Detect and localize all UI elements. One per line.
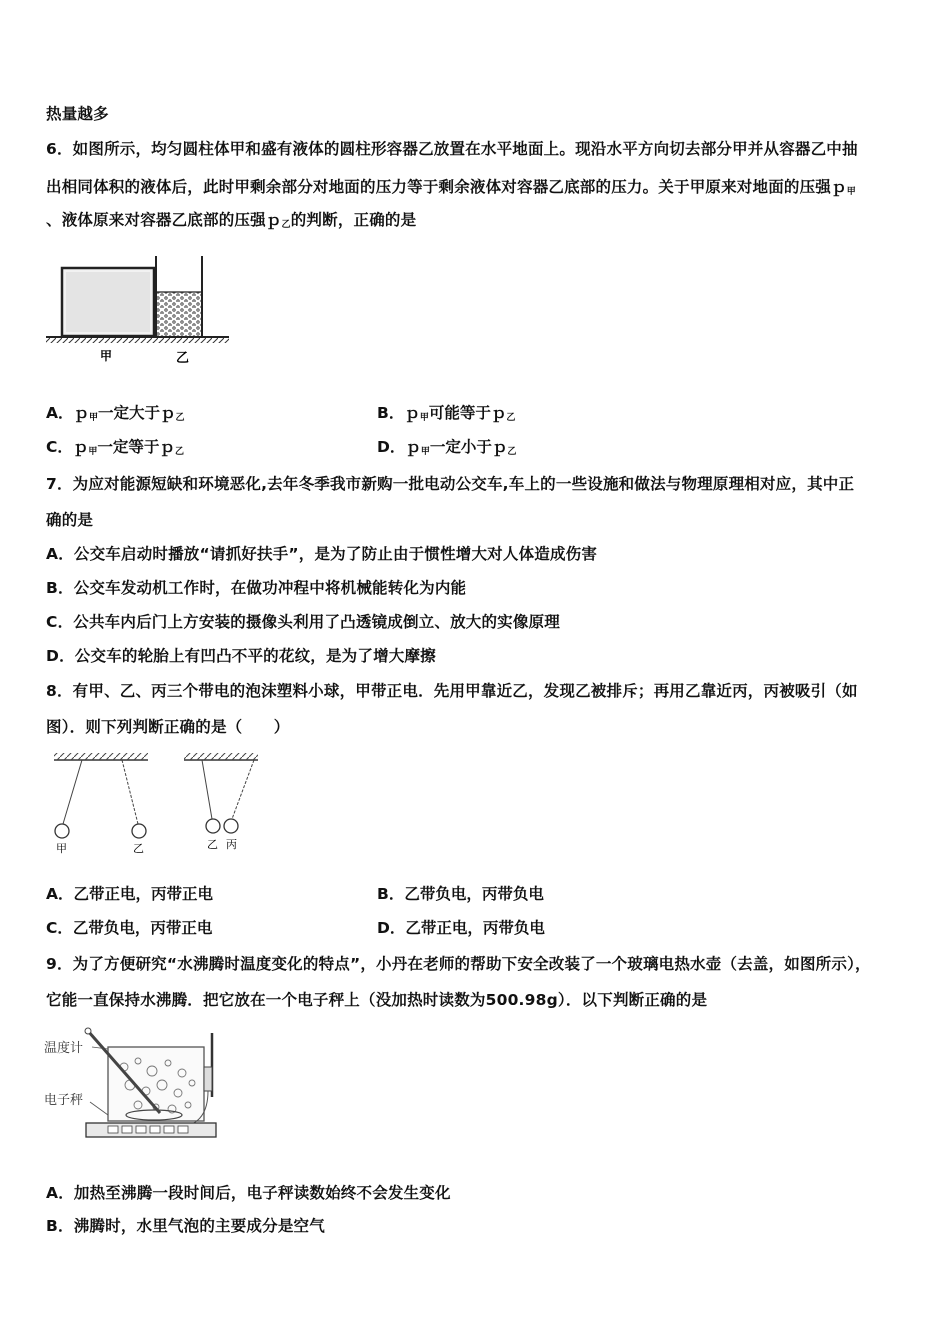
previous-question-tail: 热量越多 — [46, 105, 109, 123]
label-bing: 丙 — [226, 838, 237, 851]
q8-option-c[interactable]: C．乙带负电，丙带正电 — [46, 919, 213, 937]
q8-option-a[interactable]: A．乙带正电，丙带正电 — [46, 885, 213, 903]
q6-figure-cylinders — [44, 254, 234, 369]
q6-option-b[interactable]: B．ｐ$_甲$可能等于ｐ$_乙$ — [377, 404, 516, 423]
ball-jia — [55, 824, 69, 838]
q6-line-2: 出相同体积的液体后，此时甲剩余部分对地面的压力等于剩余液体对容器乙底部的压力。关于甲原来对地面的压强ｐ$_甲$ — [46, 178, 856, 197]
label-thermometer: 温度计 — [44, 1041, 84, 1056]
label-scale: 电子秤 — [44, 1093, 84, 1108]
q8-line-1: 8．有甲、乙、丙三个带电的泡沫塑料小球，甲带正电．先用甲靠近乙，发现乙被排斥；再用乙靠近丙，丙被吸引（如 — [46, 682, 858, 700]
q8-option-d[interactable]: D．乙带正电，丙带负电 — [377, 919, 545, 937]
container-yi-liquid — [157, 292, 201, 336]
q6-option-d[interactable]: D．ｐ$_甲$一定小于ｐ$_乙$ — [377, 438, 517, 457]
q7-line-1: 7．为应对能源短缺和环境恶化,去年冬季我市新购一批电动公交车,车上的一些设施和做法与物理原理相对应，其中正 — [46, 475, 855, 493]
ball-bing — [224, 819, 238, 833]
q8-figure-pendulums — [46, 750, 261, 860]
q8-option-b[interactable]: B．乙带负电，丙带负电 — [377, 885, 544, 903]
q9-line-2: 它能一直保持水沸腾．把它放在一个电子秤上（没加热时读数为500.98g）．以下判断正确的是 — [46, 991, 708, 1009]
q9-option-a[interactable]: A．加热至沸腾一段时间后，电子秤读数始终不会发生变化 — [46, 1184, 451, 1202]
q7-option-a[interactable]: A．公交车启动时播放“请抓好扶手”，是为了防止由于惯性增大对人体造成伤害 — [46, 545, 598, 563]
q9-figure-kettle — [42, 1027, 222, 1152]
q6-line-3: 、液体原来对容器乙底部的压强ｐ$_乙$的判断，正确的是 — [46, 211, 417, 230]
q6-option-a[interactable]: A．ｐ$_甲$一定大于ｐ$_乙$ — [46, 404, 185, 423]
q7-line-2: 确的是 — [46, 511, 94, 529]
q9-option-b[interactable]: B．沸腾时，水里气泡的主要成分是空气 — [46, 1217, 325, 1235]
label-yi: 乙 — [176, 351, 190, 366]
label-yi: 乙 — [133, 842, 144, 855]
label-jia: 甲 — [56, 842, 67, 855]
ball-yi — [132, 824, 146, 838]
label-yi-2: 乙 — [207, 838, 218, 851]
ball-yi-2 — [206, 819, 220, 833]
q8-line-2: 图）．则下列判断正确的是（ ） — [46, 718, 290, 736]
q6-option-c[interactable]: C．ｐ$_甲$一定等于ｐ$_乙$ — [46, 438, 184, 457]
q7-option-d[interactable]: D．公交车的轮胎上有凹凸不平的花纹，是为了增大摩擦 — [46, 647, 436, 665]
q6-line-1: 6．如图所示，均匀圆柱体甲和盛有液体的圆柱形容器乙放置在水平地面上。现沿水平方向切去部分甲并从容器乙中抽 — [46, 140, 858, 158]
label-jia: 甲 — [100, 349, 113, 363]
q7-option-c[interactable]: C．公共车内后门上方安装的摄像头利用了凸透镜成倒立、放大的实像原理 — [46, 613, 560, 631]
q7-option-b[interactable]: B．公交车发动机工作时，在做功冲程中将机械能转化为内能 — [46, 579, 467, 597]
q9-line-1: 9．为了方便研究“水沸腾时温度变化的特点”，小丹在老师的帮助下安全改装了一个玻璃电热水壶（去盖，如图所示）， — [46, 955, 871, 973]
